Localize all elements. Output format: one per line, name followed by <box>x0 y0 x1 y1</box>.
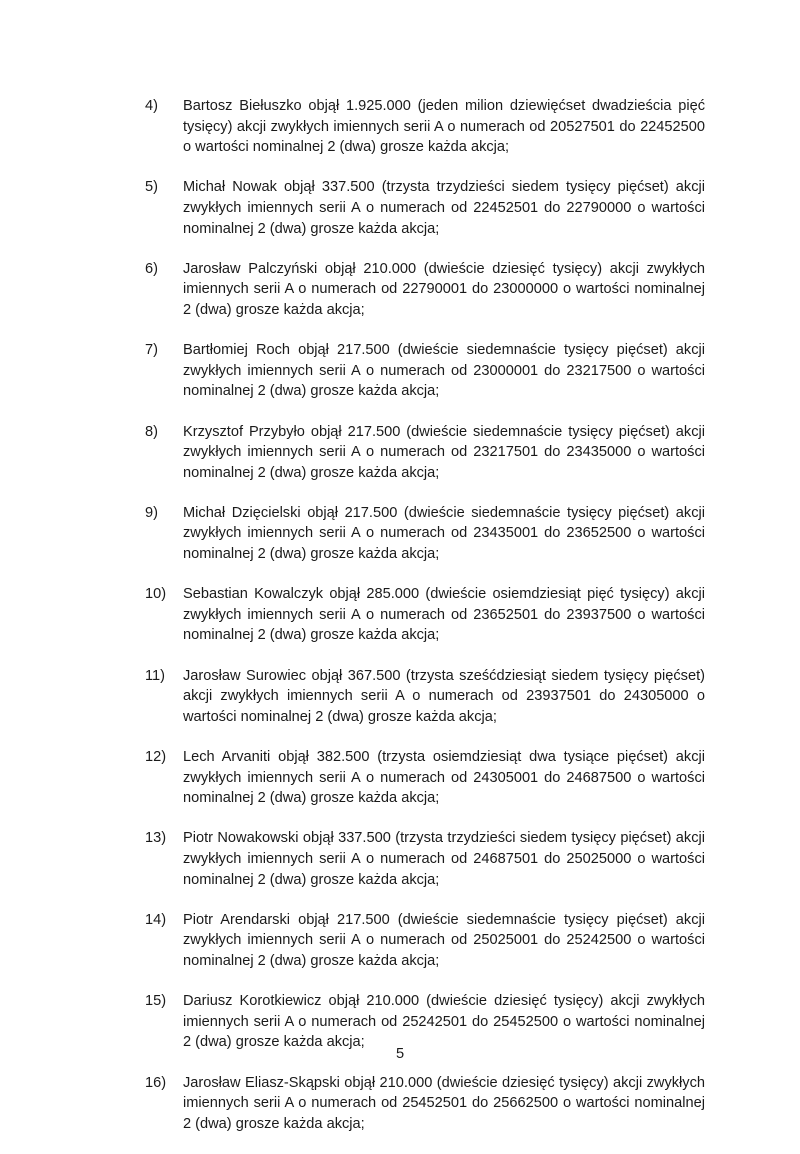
list-item <box>145 666 705 728</box>
item-number: 16) <box>145 1074 167 1091</box>
item-text: Jarosław Palczyński objął 210.000 (dwieście dziesięć tysięcy) akcji zwykłych imiennych serii A o numerach od 22790001 do 23000000 o wartości nominalnej 2 (dwa) grosze każda akcja; <box>183 260 705 318</box>
item-number: 12) <box>145 749 167 765</box>
item-number: 8) <box>145 423 158 440</box>
item-number: 5) <box>145 179 158 196</box>
item-text: Lech Arvaniti objął 382.500 (trzysta osiemdziesiąt dwa tysiące pięćset) akcji zwykłych imiennych serii A o numerach od 24305001 do 24687500 o wartości nominalnej 2 (dwa) grosze każda akcja; <box>183 749 705 807</box>
item-text: Jarosław Surowiec objął 367.500 (trzysta sześćdziesiąt siedem tysięcy pięćset) akcji zwykłych imiennych serii A o numerach od 23937501 do 24305000 o wartości nominalnej 2 (dwa) grosze każda akcja; <box>183 667 705 725</box>
list-item <box>145 828 705 890</box>
list-item <box>145 422 705 484</box>
item-text: Piotr Nowakowski objął 337.500 (trzysta trzydzieści siedem tysięcy pięćset) akcji zwykłych imiennych serii A o numerach od 24687501 do 25025000 o wartości nominalnej 2 (dwa) grosze każda akcja; <box>183 830 705 888</box>
item-number: 15) <box>145 993 167 1010</box>
list-item <box>145 991 705 1053</box>
list-item <box>145 96 705 158</box>
item-text: Dariusz Korotkiewicz objął 210.000 (dwieście dziesięć tysięcy) akcji zwykłych imiennych serii A o numerach od 25242501 do 25452500 o wartości nominalnej 2 (dwa) grosze każda akcja; <box>183 993 705 1051</box>
list-item <box>145 259 705 321</box>
item-number: 11) <box>145 667 166 684</box>
list-item <box>145 340 705 402</box>
item-text: Michał Dzięcielski objął 217.500 (dwieście siedemnaście tysięcy pięćset) akcji zwykłych imiennych serii A o numerach od 23435001 do 23652500 o wartości nominalnej 2 (dwa) grosze każda akcja; <box>183 504 705 563</box>
item-number: 13) <box>145 830 167 847</box>
item-number: 7) <box>145 342 158 359</box>
item-number: 14) <box>145 911 167 928</box>
list-item <box>145 747 705 809</box>
item-text: Krzysztof Przybyło objął 217.500 (dwieście siedemnaście tysięcy pięćset) akcji zwykłych imiennych serii A o numerach od 23217501 do 23435000 o wartości nominalnej 2 (dwa) grosze każda akcja; <box>183 423 705 481</box>
item-number: 6) <box>145 260 158 277</box>
item-text: Sebastian Kowalczyk objął 285.000 (dwieście osiemdziesiąt pięć tysięcy) akcji zwykłych imiennych serii A o numerach od 23652501 do 23937500 o wartości nominalnej 2 (dwa) grosze każda akcja; <box>183 586 705 644</box>
item-text: Jarosław Eliasz-Skąpski objął 210.000 (dwieście dziesięć tysięcy) akcji zwykłych imiennych serii A o numerach od 25452501 do 25662500 o wartości nominalnej 2 (dwa) grosze każda akcja; <box>183 1074 705 1132</box>
item-number: 9) <box>145 504 158 521</box>
item-text: Bartosz Biełuszko objął 1.925.000 (jeden milion dziewięćset dwadzieścia pięć tysięcy) akcji zwykłych imiennych serii A o numerach od 20527501 do 22452500 o wartości nominalnej 2 (dwa) grosze każda akcja; <box>183 98 705 156</box>
list-item <box>145 177 705 239</box>
page-number: 5 <box>395 1046 405 1062</box>
item-text: Bartłomiej Roch objął 217.500 (dwieście siedemnaście tysięcy pięćset) akcji zwykłych imiennych serii A o numerach od 23000001 do 23217500 o wartości nominalnej 2 (dwa) grosze każda akcja; <box>183 342 705 400</box>
list-item <box>145 1073 705 1135</box>
list-item <box>145 910 705 972</box>
list-item <box>145 503 705 565</box>
item-number: 4) <box>145 98 158 114</box>
list-item <box>145 584 705 646</box>
shareholder-list <box>145 96 705 1154</box>
item-text: Piotr Arendarski objął 217.500 (dwieście siedemnaście tysięcy pięćset) akcji zwykłych imiennych serii A o numerach od 25025001 do 25242500 o wartości nominalnej 2 (dwa) grosze każda akcja; <box>183 911 705 969</box>
item-text: Michał Nowak objął 337.500 (trzysta trzydzieści siedem tysięcy pięćset) akcji zwykłych imiennych serii A o numerach od 22452501 do 22790000 o wartości nominalnej 2 (dwa) grosze każda akcja; <box>183 179 705 237</box>
item-number: 10) <box>145 586 167 603</box>
